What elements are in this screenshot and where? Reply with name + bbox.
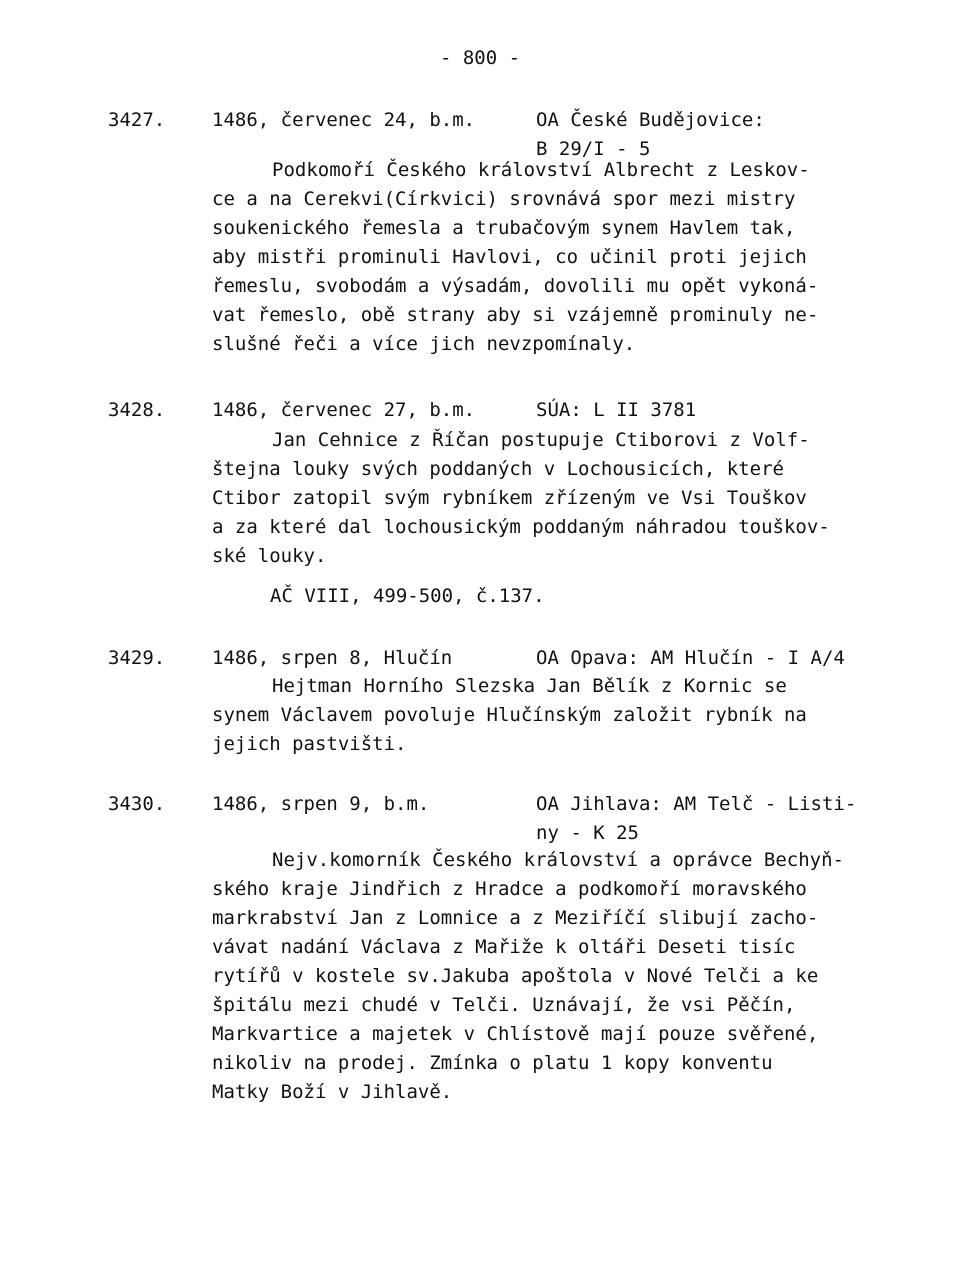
body-line: vávat nadání Václava z Mařiže k oltáři Deseti tisíc bbox=[212, 936, 796, 958]
source-line: ny - K 25 bbox=[536, 822, 639, 844]
body-line: jejich pastvišti. bbox=[212, 733, 407, 755]
source-line: OA Jihlava: AM Telč - Listi- bbox=[536, 793, 857, 815]
body-line: ce a na Cerekvi(Církvici) srovnává spor mezi mistry bbox=[212, 188, 796, 210]
body-line: špitálu mezi chudé v Telči. Uznávají, že vsi Pěčín, bbox=[212, 994, 796, 1016]
entry-date: 1486, červenec 24, b.m. bbox=[212, 109, 476, 131]
entry-date: 1486, srpen 8, Hlučín bbox=[212, 647, 453, 669]
body-line: synem Václavem povoluje Hlučínským založit rybník na bbox=[212, 704, 807, 726]
entry-body bbox=[212, 672, 862, 759]
entry-source bbox=[536, 790, 866, 848]
body-line: a za které dal lochousickým poddaným náhradou touškov- bbox=[212, 516, 830, 538]
body-line: slušné řeči a více jich nevzpomínaly. bbox=[212, 333, 636, 355]
entry-body bbox=[212, 426, 862, 571]
source-line: OA České Budějovice: bbox=[536, 109, 765, 131]
body-line: vat řemeslo, obě strany aby si vzájemně prominuly ne- bbox=[212, 304, 819, 326]
body-line: nikoliv na prodej. Zmínka o platu 1 kopy konventu bbox=[212, 1052, 773, 1074]
body-line: rytířů v kostele sv.Jakuba apoštola v Nové Telči a ke bbox=[212, 965, 819, 987]
entry-number: 3427. bbox=[108, 109, 166, 131]
source-line: SÚA: L II 3781 bbox=[536, 399, 697, 421]
body-line: aby mistři prominuli Havlovi, co učinil proti jejich bbox=[212, 246, 807, 268]
body-line: štejna louky svých poddaných v Lochousicích, které bbox=[212, 458, 784, 480]
entry-date: 1486, červenec 27, b.m. bbox=[212, 399, 476, 421]
literature-reference: AČ VIII, 499-500, č.137. bbox=[270, 585, 545, 607]
body-line: Podkomoří Českého království Albrecht z Leskov- bbox=[272, 159, 810, 181]
entry-date: 1486, srpen 9, b.m. bbox=[212, 793, 430, 815]
source-line: B 29/I - 5 bbox=[536, 138, 651, 160]
entry-body bbox=[212, 846, 862, 1107]
body-line: Jan Cehnice z Říčan postupuje Ctiborovi z Volf- bbox=[272, 429, 810, 451]
page-number: - 800 - bbox=[439, 47, 521, 69]
body-line: soukenického řemesla a trubačovým synem Havlem tak, bbox=[212, 217, 796, 239]
entry-source bbox=[536, 644, 866, 673]
body-line: Hejtman Horního Slezska Jan Bělík z Kornic se bbox=[272, 675, 787, 697]
body-line: ského kraje Jindřich z Hradce a podkomoří moravského bbox=[212, 878, 807, 900]
entry-body bbox=[212, 156, 862, 359]
body-line: Ctibor zatopil svým rybníkem zřízeným ve Vsi Touškov bbox=[212, 487, 807, 509]
body-line: ské louky. bbox=[212, 545, 327, 567]
entry-number: 3429. bbox=[108, 647, 166, 669]
body-line: řemeslu, svobodám a výsadám, dovolili mu opět vykoná- bbox=[212, 275, 819, 297]
entry-number: 3428. bbox=[108, 399, 166, 421]
body-line: markrabství Jan z Lomnice a z Meziříčí slibují zacho- bbox=[212, 907, 819, 929]
body-line: Markvartice a majetek v Chlístově mají pouze svěřené, bbox=[212, 1023, 819, 1045]
body-line: Matky Boží v Jihlavě. bbox=[212, 1081, 453, 1103]
source-line: OA Opava: AM Hlučín - I A/4 bbox=[536, 647, 845, 669]
entry-source bbox=[536, 396, 866, 425]
body-line: Nejv.komorník Českého království a oprávce Bechyň- bbox=[272, 849, 844, 871]
entry-number: 3430. bbox=[108, 793, 166, 815]
